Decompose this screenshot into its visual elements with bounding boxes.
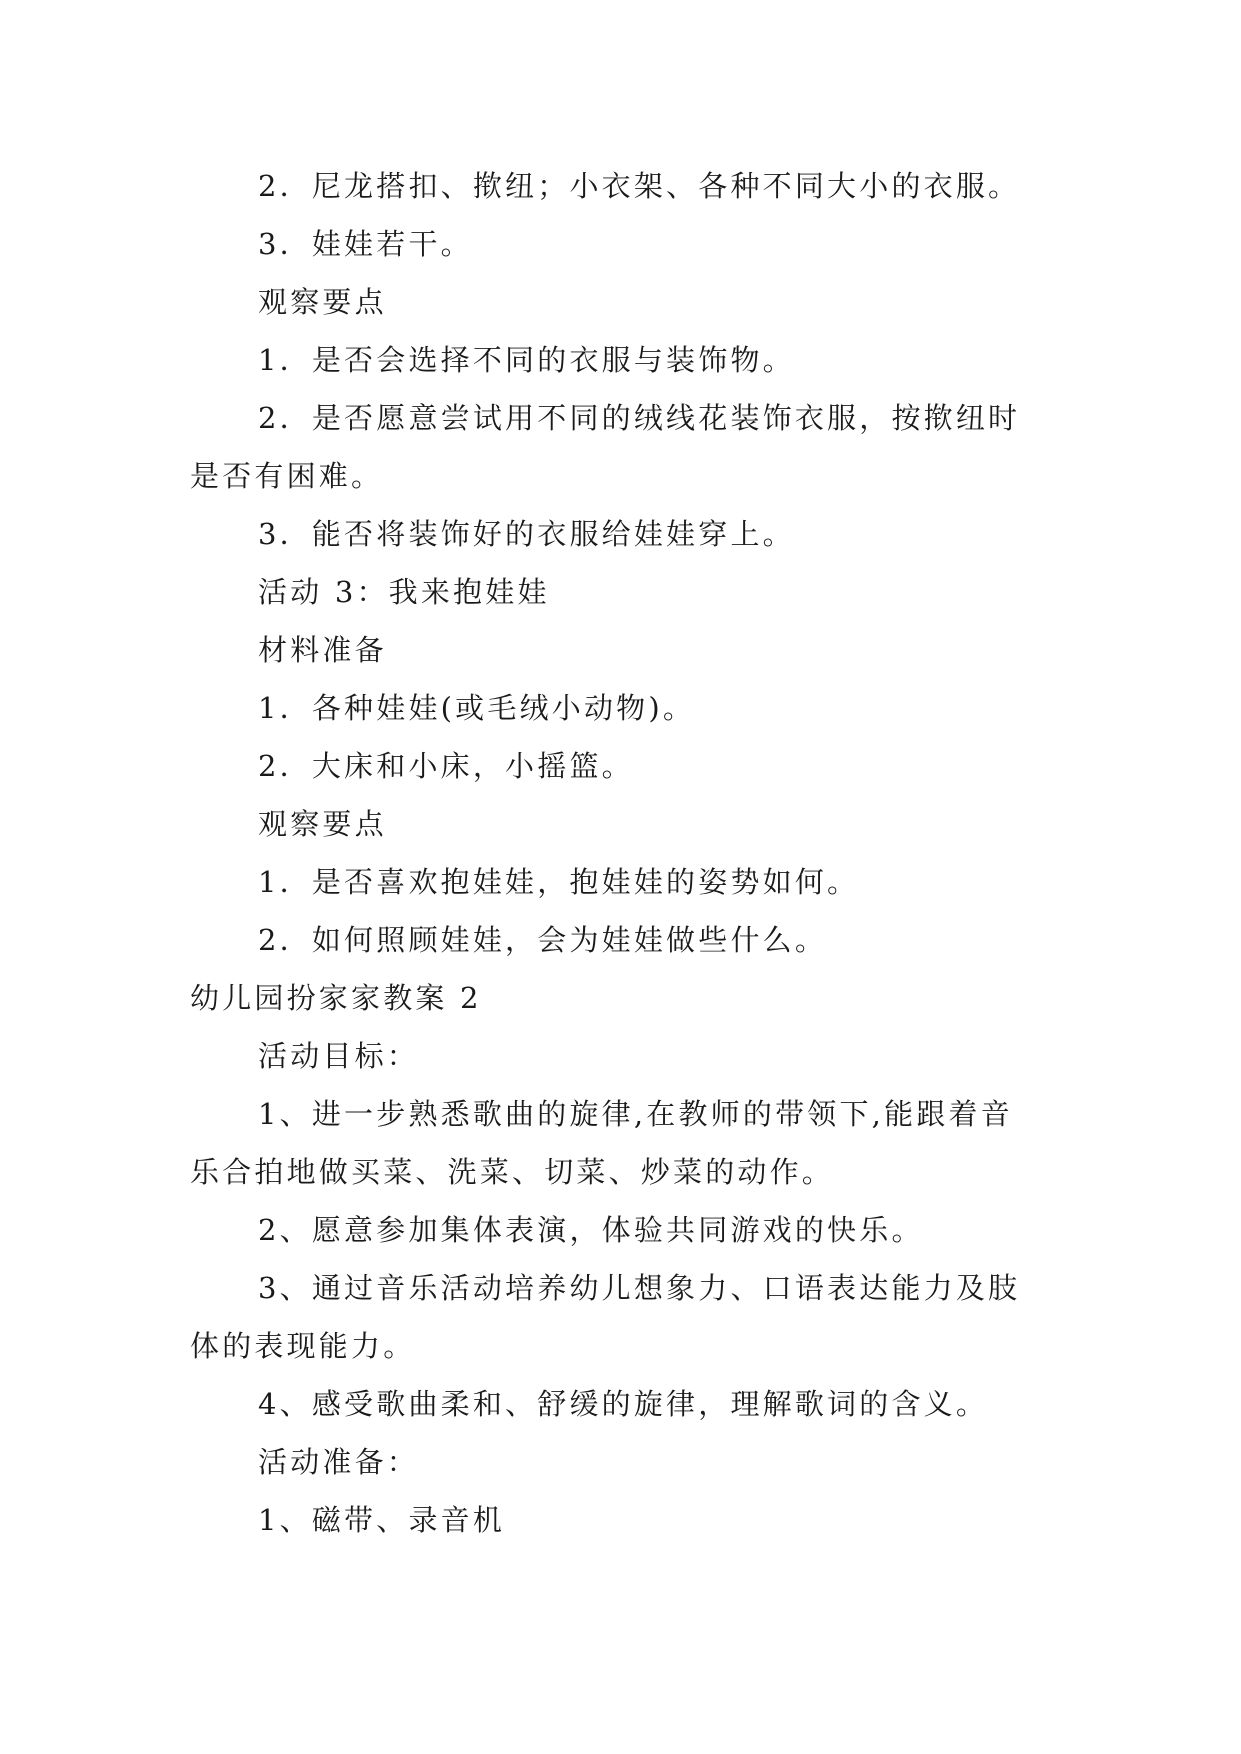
goal-item-3-continued: 体的表现能力。 — [190, 1329, 416, 1363]
heading-observation-points: 观察要点 — [258, 285, 387, 319]
heading-activity-preparation: 活动准备： — [258, 1445, 420, 1479]
goal-item-1: 1、进一步熟悉歌曲的旋律,在教师的带领下,能跟着音 — [258, 1097, 1013, 1131]
observation-item-2: 2．是否愿意尝试用不同的绒线花装饰衣服，按揿纽时 — [258, 401, 1021, 435]
goal-item-4: 4、感受歌曲柔和、舒缓的旋律，理解歌词的含义。 — [258, 1387, 989, 1421]
observation-item-2-continued: 是否有困难。 — [190, 459, 384, 493]
observation-item-3: 3．能否将装饰好的衣服给娃娃穿上。 — [258, 517, 795, 551]
goal-item-2: 2、愿意参加集体表演，体验共同游戏的快乐。 — [258, 1213, 924, 1247]
activity-3-heading: 活动 3：我来抱娃娃 — [258, 575, 550, 609]
heading-activity-goals: 活动目标： — [258, 1039, 420, 1073]
goal-item-1-continued: 乐合拍地做买菜、洗菜、切菜、炒菜的动作。 — [190, 1155, 835, 1189]
item-dolls: 3．娃娃若干。 — [258, 227, 473, 261]
materials-item-1: 1．各种娃娃(或毛绒小动物)。 — [258, 691, 696, 725]
observation-2-item-1: 1．是否喜欢抱娃娃，抱娃娃的姿势如何。 — [258, 865, 860, 899]
heading-observation-points-2: 观察要点 — [258, 807, 387, 841]
goal-item-3: 3、通过音乐活动培养幼儿想象力、口语表达能力及肢 — [258, 1271, 1021, 1305]
observation-2-item-2: 2．如何照顾娃娃，会为娃娃做些什么。 — [258, 923, 828, 957]
heading-materials: 材料准备 — [258, 633, 387, 667]
observation-item-1: 1．是否会选择不同的衣服与装饰物。 — [258, 343, 795, 377]
materials-item-2: 2．大床和小床，小摇篮。 — [258, 749, 634, 783]
item-velcro-snaps-clothes: 2．尼龙搭扣、揿纽；小衣架、各种不同大小的衣服。 — [258, 169, 1021, 203]
preparation-item-1: 1、磁带、录音机 — [258, 1503, 506, 1537]
lesson-plan-2-title: 幼儿园扮家家教案 2 — [190, 981, 482, 1015]
